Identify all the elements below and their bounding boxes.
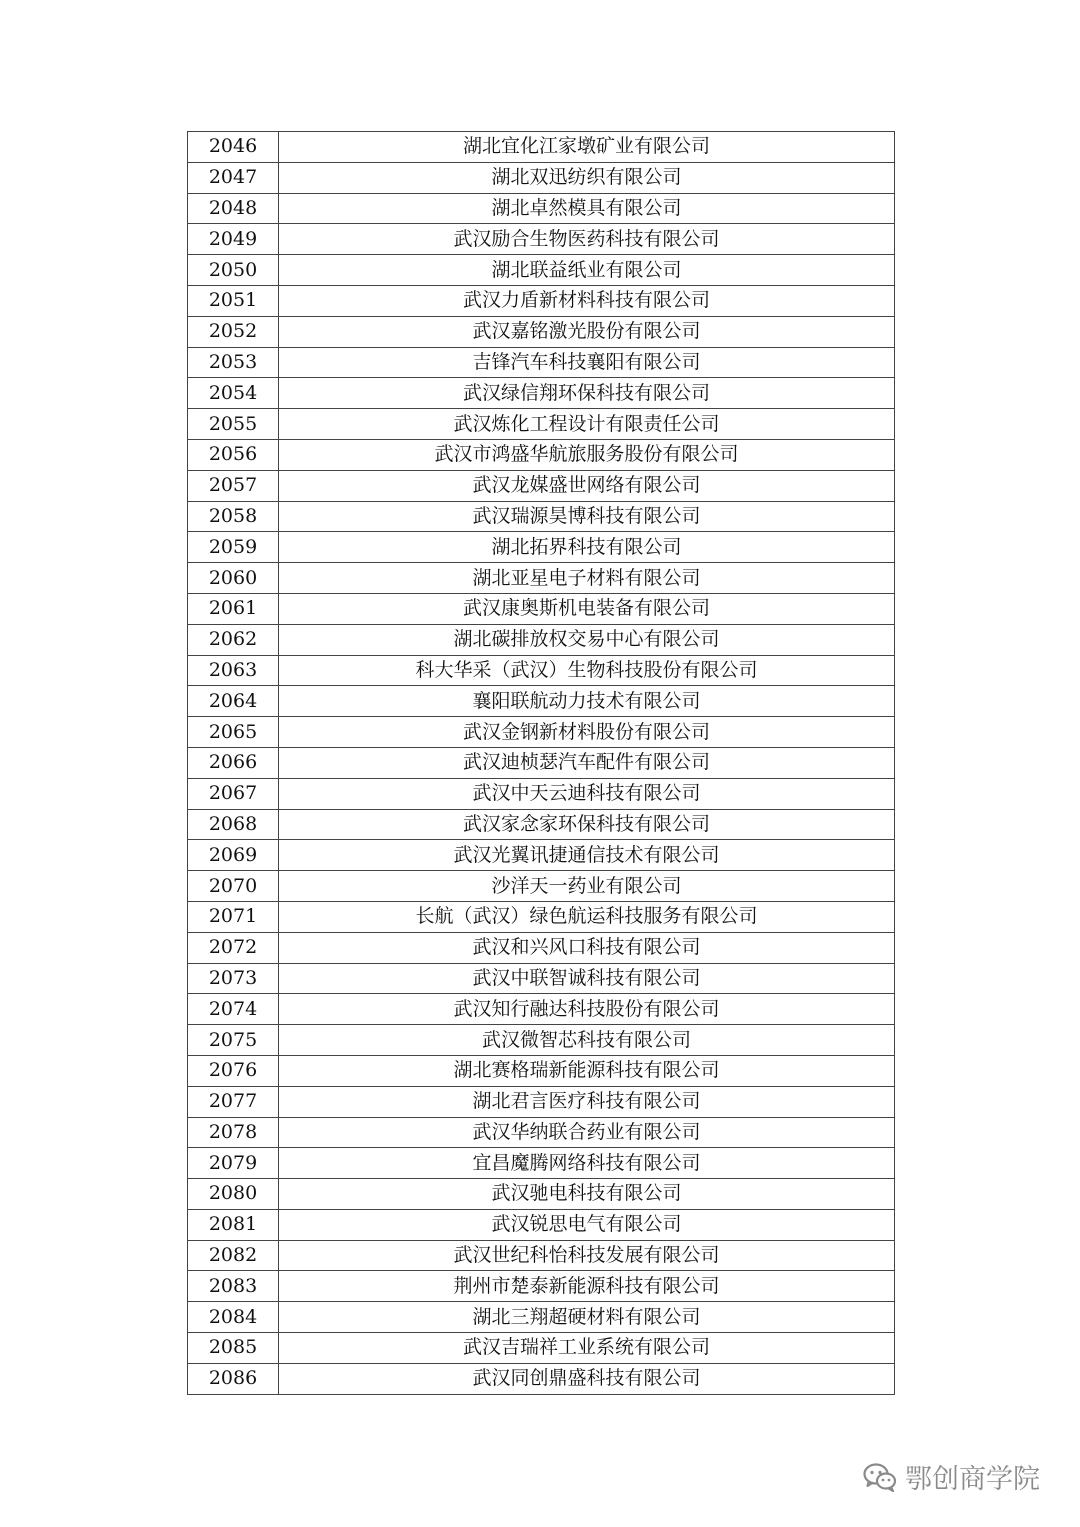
company-name: 武汉驰电科技有限公司: [279, 1179, 895, 1210]
company-name: 武汉中天云迪科技有限公司: [279, 778, 895, 809]
company-name: 湖北拓界科技有限公司: [279, 532, 895, 563]
row-number: 2069: [188, 840, 279, 871]
table-row: [188, 439, 895, 470]
company-name: 武汉知行融达科技股份有限公司: [279, 994, 895, 1025]
row-number: 2057: [188, 470, 279, 501]
table-row: [188, 1025, 895, 1056]
table-row: [188, 224, 895, 255]
row-number: 2078: [188, 1117, 279, 1148]
row-number: 2055: [188, 409, 279, 440]
row-number: 2053: [188, 347, 279, 378]
row-number: 2065: [188, 717, 279, 748]
table-row: [188, 347, 895, 378]
company-name: 武汉光翼讯捷通信技术有限公司: [279, 840, 895, 871]
company-name: 湖北赛格瑞新能源科技有限公司: [279, 1055, 895, 1086]
table-row: [188, 1240, 895, 1271]
table-row: [188, 963, 895, 994]
company-name: 武汉金钢新材料股份有限公司: [279, 717, 895, 748]
row-number: 2075: [188, 1025, 279, 1056]
watermark: [863, 1457, 1040, 1496]
company-name: 武汉吉瑞祥工业系统有限公司: [279, 1333, 895, 1364]
company-name: 武汉康奥斯机电装备有限公司: [279, 593, 895, 624]
row-number: 2083: [188, 1271, 279, 1302]
table-row: [188, 778, 895, 809]
company-name: 武汉迪桢瑟汽车配件有限公司: [279, 747, 895, 778]
row-number: 2064: [188, 686, 279, 717]
row-number: 2073: [188, 963, 279, 994]
row-number: 2067: [188, 778, 279, 809]
table-row: [188, 1302, 895, 1333]
row-number: 2058: [188, 501, 279, 532]
company-name: 湖北君言医疗科技有限公司: [279, 1086, 895, 1117]
table-row: [188, 532, 895, 563]
row-number: 2066: [188, 747, 279, 778]
table-row: [188, 686, 895, 717]
table-row: [188, 132, 895, 163]
table-row: [188, 1148, 895, 1179]
table-row: [188, 501, 895, 532]
table-row: [188, 901, 895, 932]
table-row: [188, 1271, 895, 1302]
row-number: 2047: [188, 162, 279, 193]
table-row: [188, 717, 895, 748]
company-name: 湖北双迅纺织有限公司: [279, 162, 895, 193]
row-number: 2062: [188, 624, 279, 655]
table-row: [188, 994, 895, 1025]
row-number: 2085: [188, 1333, 279, 1364]
company-name: 武汉世纪科怡科技发展有限公司: [279, 1240, 895, 1271]
row-number: 2068: [188, 809, 279, 840]
company-name: 沙洋天一药业有限公司: [279, 871, 895, 902]
company-name: 长航（武汉）绿色航运科技服务有限公司: [279, 901, 895, 932]
company-name: 武汉炼化工程设计有限责任公司: [279, 409, 895, 440]
table-row: [188, 1117, 895, 1148]
company-name: 武汉微智芯科技有限公司: [279, 1025, 895, 1056]
row-number: 2054: [188, 378, 279, 409]
table-row: [188, 255, 895, 286]
company-name: 武汉锐思电气有限公司: [279, 1209, 895, 1240]
table-row: [188, 470, 895, 501]
row-number: 2051: [188, 285, 279, 316]
company-name: 武汉嘉铭激光股份有限公司: [279, 316, 895, 347]
table-row: [188, 932, 895, 963]
table-row: [188, 193, 895, 224]
table-row: [188, 285, 895, 316]
table-row: [188, 840, 895, 871]
row-number: 2077: [188, 1086, 279, 1117]
company-name: 武汉和兴风口科技有限公司: [279, 932, 895, 963]
row-number: 2080: [188, 1179, 279, 1210]
company-list-body: [188, 132, 895, 1395]
table-row: [188, 378, 895, 409]
table-row: [188, 563, 895, 594]
row-number: 2084: [188, 1302, 279, 1333]
company-list-table: [187, 131, 895, 1395]
row-number: 2061: [188, 593, 279, 624]
table-row: [188, 1333, 895, 1364]
row-number: 2070: [188, 871, 279, 902]
company-name: 湖北亚星电子材料有限公司: [279, 563, 895, 594]
row-number: 2048: [188, 193, 279, 224]
table-row: [188, 871, 895, 902]
row-number: 2046: [188, 132, 279, 163]
table-row: [188, 624, 895, 655]
table-row: [188, 409, 895, 440]
company-name: 湖北三翔超硬材料有限公司: [279, 1302, 895, 1333]
company-name: 武汉励合生物医药科技有限公司: [279, 224, 895, 255]
table-row: [188, 1363, 895, 1394]
watermark-text: 鄂创商学院: [905, 1464, 1040, 1495]
table-row: [188, 1086, 895, 1117]
row-number: 2056: [188, 439, 279, 470]
company-name: 宜昌魔腾网络科技有限公司: [279, 1148, 895, 1179]
row-number: 2086: [188, 1363, 279, 1394]
company-name: 武汉华纳联合药业有限公司: [279, 1117, 895, 1148]
table-row: [188, 1055, 895, 1086]
row-number: 2059: [188, 532, 279, 563]
company-name: 荆州市楚泰新能源科技有限公司: [279, 1271, 895, 1302]
row-number: 2052: [188, 316, 279, 347]
row-number: 2063: [188, 655, 279, 686]
row-number: 2074: [188, 994, 279, 1025]
company-name: 武汉家念家环保科技有限公司: [279, 809, 895, 840]
company-name: 武汉瑞源昊博科技有限公司: [279, 501, 895, 532]
table-row: [188, 747, 895, 778]
company-name: 湖北碳排放权交易中心有限公司: [279, 624, 895, 655]
row-number: 2081: [188, 1209, 279, 1240]
row-number: 2082: [188, 1240, 279, 1271]
table-row: [188, 1209, 895, 1240]
table-row: [188, 316, 895, 347]
company-name: 科大华采（武汉）生物科技股份有限公司: [279, 655, 895, 686]
company-name: 武汉力盾新材料科技有限公司: [279, 285, 895, 316]
company-name: 武汉绿信翔环保科技有限公司: [279, 378, 895, 409]
wechat-icon: [863, 1462, 897, 1492]
row-number: 2076: [188, 1055, 279, 1086]
row-number: 2071: [188, 901, 279, 932]
company-name: 湖北宜化江家墩矿业有限公司: [279, 132, 895, 163]
table-row: [188, 655, 895, 686]
row-number: 2060: [188, 563, 279, 594]
table-row: [188, 593, 895, 624]
company-name: 襄阳联航动力技术有限公司: [279, 686, 895, 717]
company-name: 湖北联益纸业有限公司: [279, 255, 895, 286]
company-name: 武汉中联智诚科技有限公司: [279, 963, 895, 994]
company-name: 武汉同创鼎盛科技有限公司: [279, 1363, 895, 1394]
company-name: 吉锋汽车科技襄阳有限公司: [279, 347, 895, 378]
row-number: 2079: [188, 1148, 279, 1179]
table-row: [188, 1179, 895, 1210]
table-row: [188, 162, 895, 193]
row-number: 2049: [188, 224, 279, 255]
company-name: 武汉龙媒盛世网络有限公司: [279, 470, 895, 501]
company-name: 湖北卓然模具有限公司: [279, 193, 895, 224]
row-number: 2072: [188, 932, 279, 963]
company-name: 武汉市鸿盛华航旅服务股份有限公司: [279, 439, 895, 470]
row-number: 2050: [188, 255, 279, 286]
table-row: [188, 809, 895, 840]
